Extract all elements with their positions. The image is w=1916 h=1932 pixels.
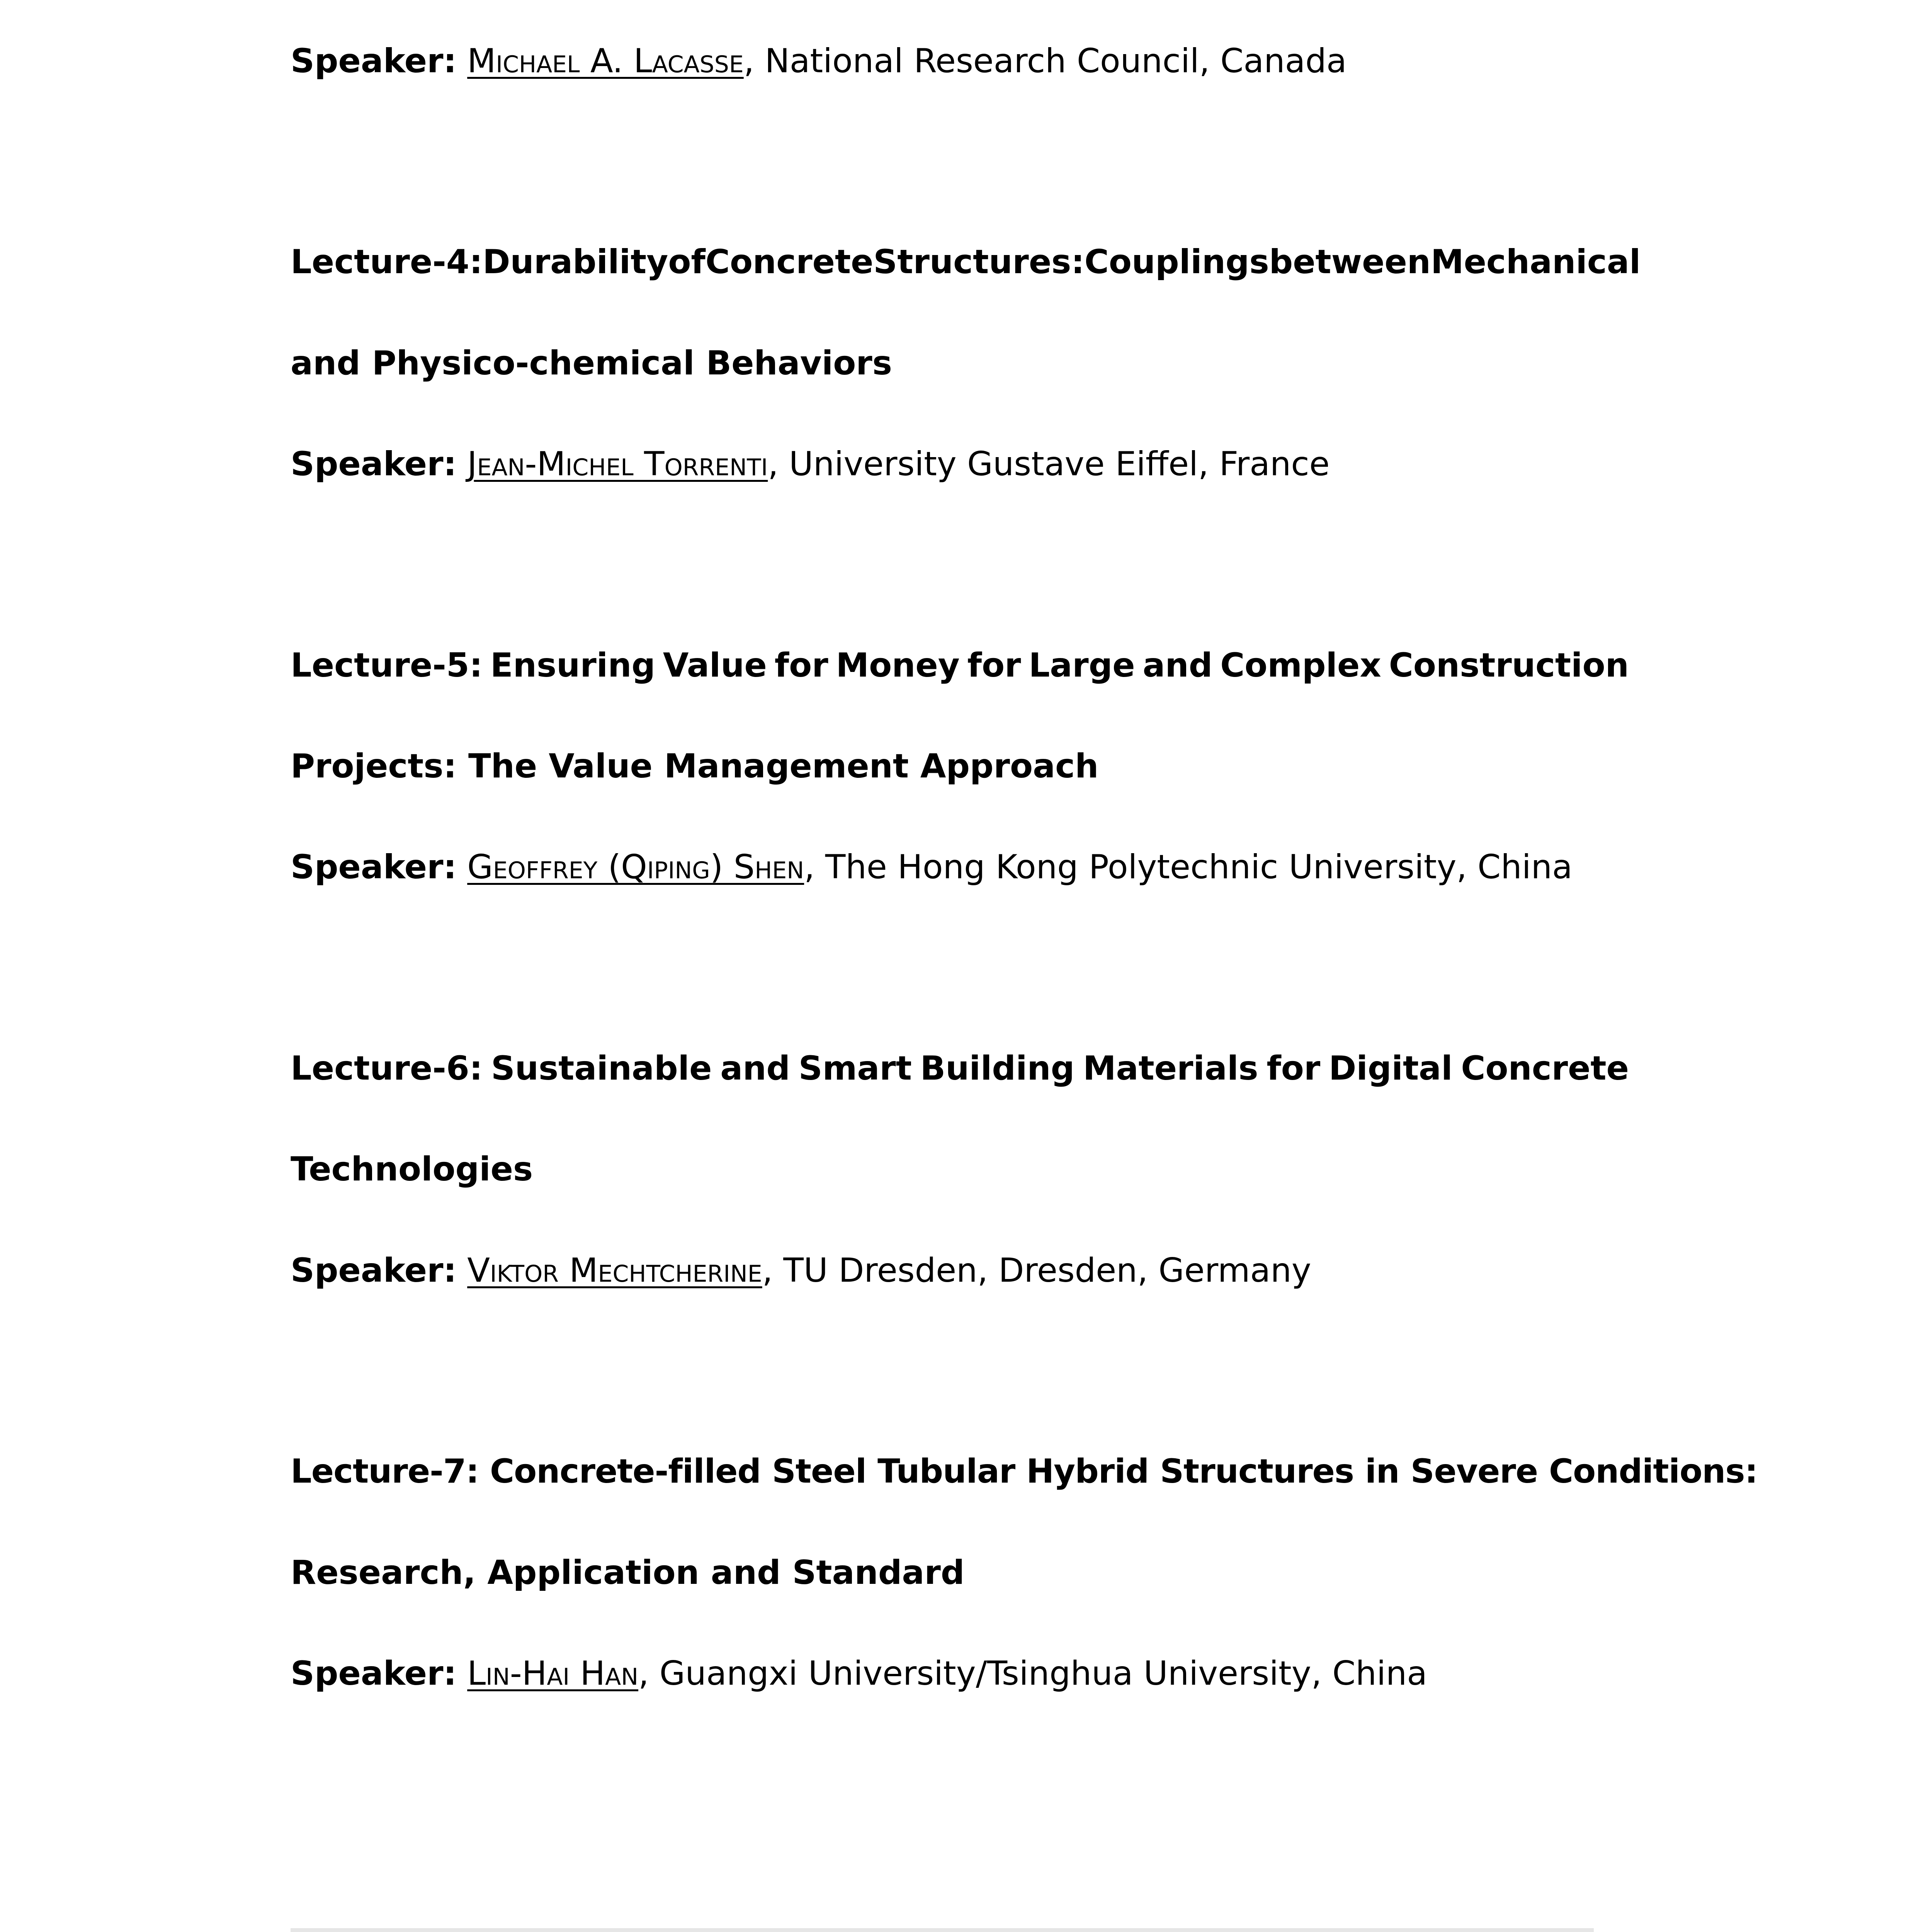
speaker-label: Speaker: xyxy=(291,1251,457,1290)
lecture4-title-line1 xyxy=(291,239,1641,285)
lecture3-speaker-line xyxy=(291,38,1629,84)
lecture6-title-word: and xyxy=(720,1049,791,1088)
lecture5-title-word: Ensuring xyxy=(490,646,656,685)
lecture4-title-word: Lecture-4: xyxy=(291,243,483,281)
lecture7-speaker-name-link[interactable]: Lin-Hai Han xyxy=(467,1654,639,1693)
lecture6-title-word: Materials xyxy=(1083,1049,1258,1088)
lecture7-speaker-line xyxy=(291,1650,1629,1697)
section-heading-bar xyxy=(291,1928,1594,1932)
lecture6-title-word: Smart xyxy=(798,1049,912,1088)
lecture4-title-word: Mechanical xyxy=(1431,243,1641,281)
speaker-label: Speaker: xyxy=(291,445,457,483)
lecture6-title-word: Sustainable xyxy=(491,1049,712,1088)
speaker-label: Speaker: xyxy=(291,848,457,886)
lecture5-speaker-line xyxy=(291,844,1629,890)
lecture5-title-word: Value xyxy=(663,646,767,685)
lecture4-title-word: of xyxy=(668,243,706,281)
lecture5-title-word: Lecture-5: xyxy=(291,646,483,685)
lecture6-title-word: Lecture-6: xyxy=(291,1049,483,1088)
lecture6-affiliation: , TU Dresden, Dresden, Germany xyxy=(762,1251,1311,1290)
lecture6-title-word: for xyxy=(1267,1049,1321,1088)
speaker-label: Speaker: xyxy=(291,1654,457,1693)
lecture4-title-word: Concrete xyxy=(705,243,874,281)
lecture7-title-line1: Lecture-7: Concrete-filled Steel Tubular Hybrid Structures in Severe Conditions: xyxy=(291,1452,1758,1491)
lecture5-title-word: Money xyxy=(836,646,960,685)
lecture4-title-word: Couplings xyxy=(1084,243,1269,281)
lecture5-title-word: for xyxy=(967,646,1021,685)
lecture7-affiliation: , Guangxi University/Tsinghua University, China xyxy=(638,1654,1427,1693)
lecture4-title-word: Structures: xyxy=(873,243,1085,281)
lecture4-speaker-name-link[interactable]: Jean-Michel Torrenti xyxy=(467,445,768,483)
lecture6-title-line1 xyxy=(291,1045,1629,1092)
lecture5-title-word: Large xyxy=(1029,646,1135,685)
lecture3-affiliation: , National Research Council, Canada xyxy=(743,42,1347,80)
lecture7-title-line2: Research, Application and Standard xyxy=(291,1553,965,1592)
lecture5-title-word: and xyxy=(1142,646,1213,685)
lecture6-speaker-line xyxy=(291,1247,1629,1294)
lecture5-affiliation: , The Hong Kong Polytechnic University, China xyxy=(804,848,1573,886)
lecture4-title-word: between xyxy=(1269,243,1431,281)
lecture5-speaker-name-link[interactable]: Geoffrey (Qiping) Shen xyxy=(467,848,804,886)
lecture6-title-word: Concrete xyxy=(1461,1049,1629,1088)
lecture5-title-word: for xyxy=(774,646,828,685)
speaker-label: Speaker: xyxy=(291,42,457,80)
lecture5-title-line1 xyxy=(291,642,1629,689)
lecture4-speaker-line xyxy=(291,441,1629,487)
lecture5-title-word: Construction xyxy=(1389,646,1629,685)
lecture6-speaker-name-link[interactable]: Viktor Mechtcherine xyxy=(467,1251,762,1290)
lecture4-title-word: Durability xyxy=(483,243,668,281)
lecture5-title-word: Complex xyxy=(1220,646,1381,685)
lecture4-title-line2: and Physico-chemical Behaviors xyxy=(291,344,892,383)
lecture6-title-word: Digital xyxy=(1329,1049,1453,1088)
lecture6-title-word: Building xyxy=(920,1049,1075,1088)
lecture5-title-line2: Projects: The Value Management Approach xyxy=(291,747,1099,786)
lecture6-title-line2: Technologies xyxy=(291,1150,533,1189)
lecture4-affiliation: , University Gustave Eiffel, France xyxy=(768,445,1330,483)
lecture3-speaker-name-link[interactable]: Michael A. Lacasse xyxy=(467,42,744,80)
